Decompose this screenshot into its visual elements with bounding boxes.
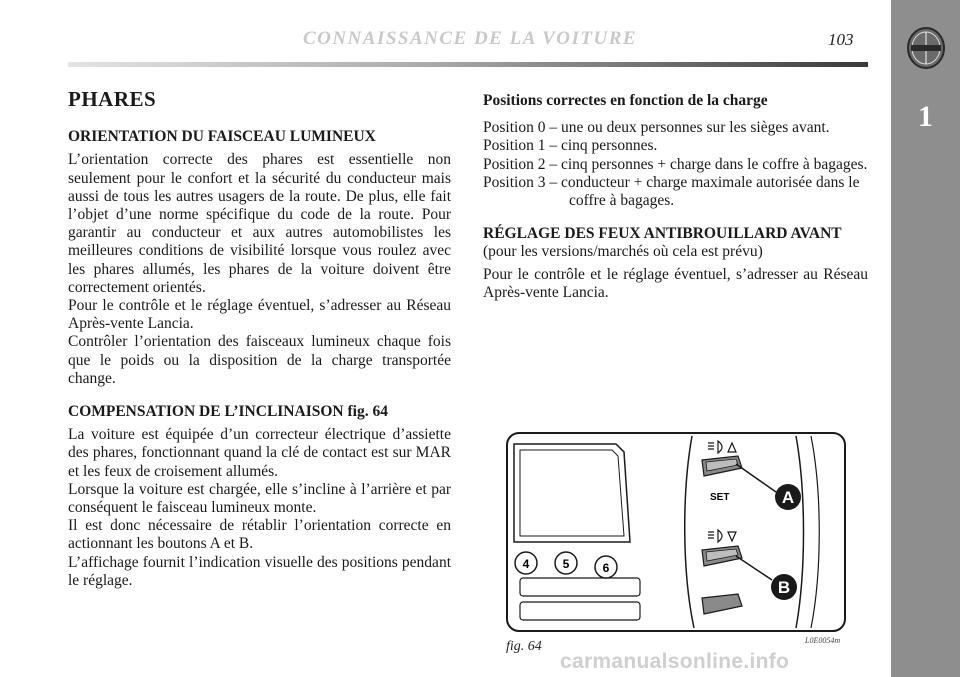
header-rule <box>68 62 868 67</box>
fog-lights-heading: RÉGLAGE DES FEUX ANTIBROUILLARD AVANT <box>483 225 842 243</box>
position-0-line: Position 0 – une ou deux personnes sur les sièges avant. <box>483 119 830 137</box>
position-2-line: Position 2 – cinq personnes + charge dans le coffre à bagages. <box>483 155 868 173</box>
running-header-title: CONNAISSANCE DE LA VOITURE <box>302 28 638 49</box>
paragraph: Il est donc nécessaire de rétablir l’orientation correcte en actionnant les boutons A et B. <box>68 517 451 553</box>
button-6-label: 6 <box>602 561 610 575</box>
callout-b-label: B <box>777 578 791 597</box>
lancia-logo-icon <box>906 26 946 70</box>
section-heading-compensation: COMPENSATION DE L’INCLINAISON fig. 64 <box>68 403 388 421</box>
page-title: PHARES <box>68 87 157 111</box>
chapter-number: 1 <box>918 100 933 133</box>
page-number: 103 <box>828 30 854 49</box>
paragraph: L’orientation correcte des phares est essentielle non seulement pour le confort et la sécurité du conducteur mais aussi de tous les autres usagers de la route. De plus, elle fait l’objet d’une norme spécifique du code de la route. Pour garantir au conducteur et aux autres automobilistes les meilleures conditions de visibilité lorsque vous roulez avec les phares allumés, les phares de la voiture doivent être correctement orientés. <box>68 151 451 296</box>
section-heading-orientation: ORIENTATION DU FAISCEAU LUMINEUX <box>68 128 376 146</box>
paragraph: Pour le contrôle et le réglage éventuel, s’adresser au Réseau Après-vente Lancia. <box>68 297 451 333</box>
right-column <box>483 92 868 302</box>
button-4-label: 4 <box>522 557 530 571</box>
paragraph: Pour le contrôle et le réglage éventuel, s’adresser au Réseau Après-vente Lancia. <box>483 265 868 301</box>
positions-heading: Positions correctes en fonction de la charge <box>483 92 768 109</box>
position-3-line: Position 3 – conducteur + charge maximale autorisée dans le coffre à bagages. <box>483 173 860 210</box>
fog-lights-subheading: (pour les versions/marchés où cela est prévu) <box>483 243 763 261</box>
paragraph: Lorsque la voiture est chargée, elle s’incline à l’arrière et par conséquent le faisceau lumineux monte. <box>68 480 451 517</box>
paragraph: Contrôler l’orientation des faisceaux lumineux chaque fois que le poids ou la disposition de la charge transportée change. <box>68 333 451 387</box>
paragraph: L’affichage fournit l’indication visuelle des positions pendant le réglage. <box>68 553 451 589</box>
paragraph: La voiture est équipée d’un correcteur électrique d’assiette des phares, fonctionnant quand la clé de contact est sur MAR et les feux de croisement allumés. <box>68 426 451 480</box>
headlamp-up-icon <box>706 440 736 454</box>
figure-caption: fig. 64 <box>506 639 542 654</box>
watermark: carmanualsonline.info <box>560 650 790 673</box>
callout-a-label: A <box>781 488 795 507</box>
figure-dashboard-buttons <box>506 432 846 632</box>
left-column <box>68 87 451 590</box>
button-5-label: 5 <box>562 557 570 571</box>
position-1-line: Position 1 – cinq personnes. <box>483 137 658 155</box>
set-label: SET <box>710 492 730 503</box>
figure-code: L0E0054m <box>805 636 841 645</box>
